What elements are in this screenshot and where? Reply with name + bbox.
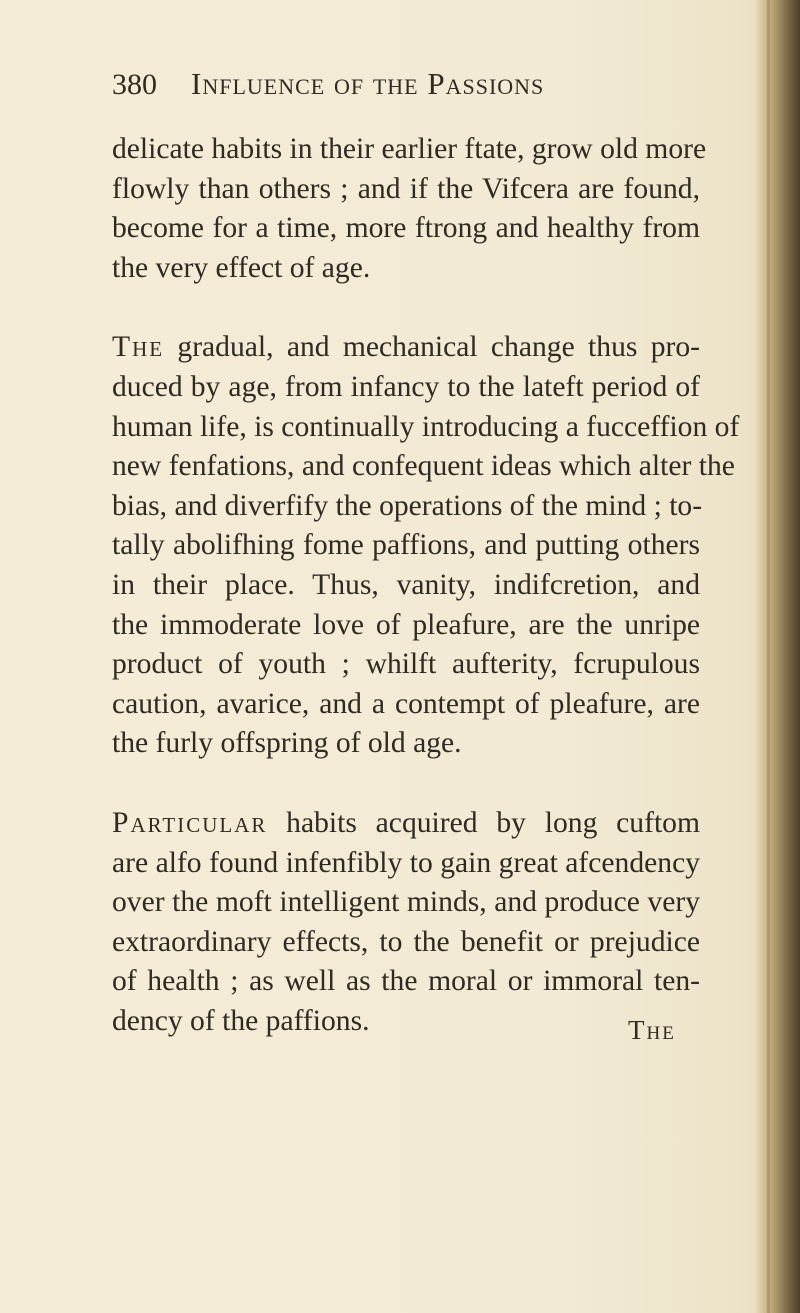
page-edge-line bbox=[767, 0, 770, 1313]
running-head: Influence of the Passions bbox=[191, 66, 545, 101]
text-line: bias, and diverfify the operations of the mind ; to- bbox=[112, 489, 703, 522]
text-line: delicate habits in their earlier ftate, grow old more bbox=[112, 133, 707, 165]
text-line: the very effect of age. bbox=[112, 251, 371, 284]
text-line: product of youth ; whilft aufterity, fcrupulous bbox=[112, 648, 700, 681]
text-line: of health ; as well as the moral or immoral ten- bbox=[112, 965, 700, 998]
body-text bbox=[112, 130, 740, 1041]
text-line: caution, avarice, and a contempt of pleafure, are bbox=[112, 687, 700, 720]
page-header bbox=[112, 66, 632, 106]
text-line: the immoderate love of pleafure, are the unripe bbox=[112, 608, 700, 641]
paragraph-3 bbox=[112, 804, 700, 1042]
paragraph-lead: The bbox=[112, 331, 165, 364]
paragraph-1 bbox=[112, 130, 707, 288]
text-line bbox=[112, 328, 700, 368]
catchword: The bbox=[628, 1015, 676, 1045]
text-line: the furly offspring of old age. bbox=[112, 727, 462, 760]
text-line: are alfo found infenfibly to gain great afcendency bbox=[112, 846, 700, 879]
text-line-rest: habits acquired by long cuftom bbox=[267, 806, 700, 839]
text-line: over the moft intelligent minds, and produce very bbox=[112, 886, 700, 919]
text-line: human life, is continually introducing a fucceffion of bbox=[112, 410, 740, 443]
paragraph-gap bbox=[112, 764, 700, 804]
paragraph-2 bbox=[112, 328, 740, 764]
text-line: duced by age, from infancy to the lateft period of bbox=[112, 370, 700, 403]
page-number: 380 bbox=[112, 68, 157, 101]
text-line: extraordinary effects, to the benefit or prejudice bbox=[112, 925, 700, 958]
text-line-rest: gradual, and mechanical change thus pro- bbox=[164, 331, 700, 364]
text-line: become for a time, more ftrong and healthy from bbox=[112, 212, 700, 245]
text-line: dency of the paffions. bbox=[112, 1004, 370, 1037]
text-line: flowly than others ; and if the Vifcera are found, bbox=[112, 172, 700, 205]
text-line: in their place. Thus, vanity, indifcretion, and bbox=[112, 568, 700, 601]
text-line: new fenfations, and confequent ideas which alter the bbox=[112, 450, 735, 483]
page-edge-shadow bbox=[754, 0, 800, 1313]
text-line bbox=[112, 804, 700, 844]
text-line: tally abolifhing fome paffions, and putting others bbox=[112, 529, 700, 562]
paragraph-gap bbox=[112, 288, 700, 328]
paragraph-lead: Particular bbox=[112, 806, 268, 839]
